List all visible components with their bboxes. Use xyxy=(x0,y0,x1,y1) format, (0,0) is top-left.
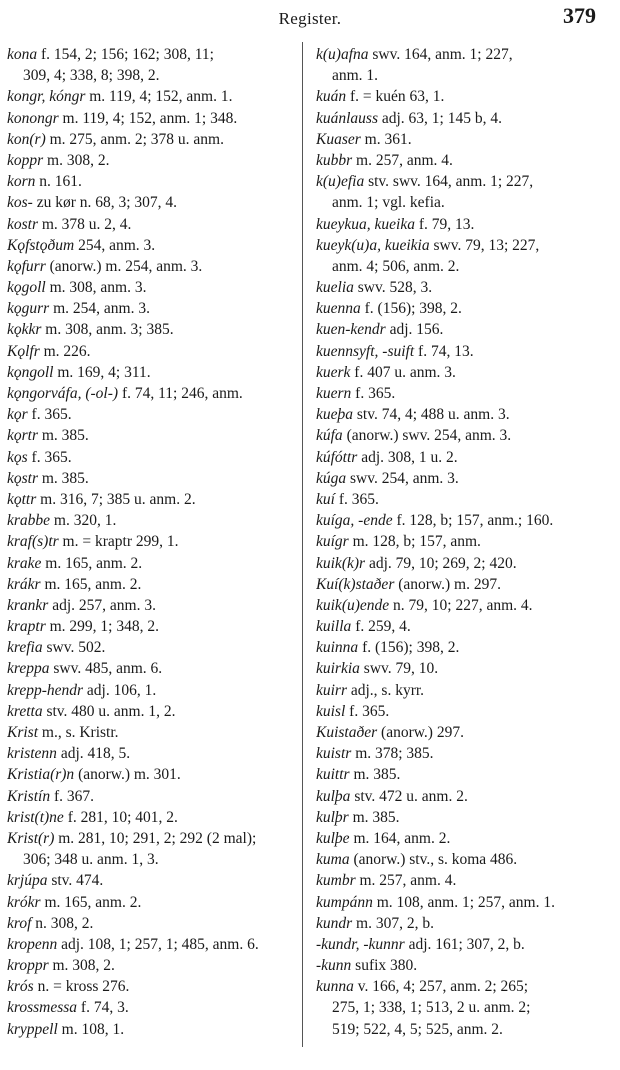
entry-references: swv. 79, 13; 227, xyxy=(429,236,540,254)
entry-references: n. 308, 2. xyxy=(31,914,94,932)
index-entry xyxy=(7,807,295,828)
index-entry xyxy=(7,44,295,65)
entry-headword: kuerk xyxy=(316,363,351,381)
entry-headword: kǫfurr xyxy=(7,257,46,275)
entry-references: (anorw.) m. 254, anm. 3. xyxy=(45,257,203,275)
index-entry xyxy=(316,849,606,870)
entry-headword: kuirr xyxy=(316,681,347,699)
entry-references: 519; 522, 4, 5; 525, anm. 2. xyxy=(332,1020,503,1038)
index-entry xyxy=(7,256,295,277)
index-entry xyxy=(7,108,295,129)
index-entry xyxy=(7,489,295,510)
index-entry xyxy=(7,595,295,616)
entry-headword: krákr xyxy=(7,575,41,593)
index-entry xyxy=(7,637,295,658)
entry-references: adj. 257, anm. 3. xyxy=(48,596,156,614)
index-entry xyxy=(7,362,295,383)
entry-references: f. 154, 2; 156; 162; 308, 11; xyxy=(37,46,214,63)
entry-headword: kraptr xyxy=(7,618,46,636)
entry-headword: krake xyxy=(7,554,42,572)
entry-references: stv. 472 u. anm. 2. xyxy=(350,787,468,805)
index-entry-continuation xyxy=(316,256,606,277)
index-entry xyxy=(316,489,606,510)
entry-references: (anorw.) stv., s. koma 486. xyxy=(349,851,518,869)
entry-references: m. 385. xyxy=(348,808,400,826)
entry-references: stv. 474. xyxy=(47,872,104,890)
index-entry xyxy=(7,298,295,319)
entry-headword: krepp-hendr xyxy=(7,681,84,699)
entry-headword: kulþe xyxy=(316,829,350,847)
entry-references: n. = kross 276. xyxy=(33,978,130,996)
index-entry xyxy=(7,955,295,976)
index-entry xyxy=(7,192,295,213)
entry-references: zu kør n. 68, 3; 307, 4. xyxy=(32,194,178,212)
entry-headword: krossmessa xyxy=(7,999,78,1017)
entry-references: m. 281, 10; 291, 2; 292 (2 mal); xyxy=(54,829,257,847)
entry-headword: -kunn xyxy=(316,957,352,975)
entry-references: m. 299, 1; 348, 2. xyxy=(45,618,159,636)
index-entry xyxy=(316,383,606,404)
index-entry xyxy=(7,616,295,637)
entry-references: m. 164, anm. 2. xyxy=(349,829,451,847)
entry-headword: koppr xyxy=(7,151,44,169)
index-entry xyxy=(7,150,295,171)
entry-headword: Kuaser xyxy=(316,130,361,148)
entry-headword: kueykua, kueika xyxy=(316,215,415,233)
entry-references: m. 385. xyxy=(349,766,401,784)
index-entry xyxy=(316,214,606,235)
index-entry xyxy=(316,298,606,319)
entry-headword: kraf(s)tr xyxy=(7,533,59,551)
index-entry xyxy=(316,870,606,891)
index-entry xyxy=(316,807,606,828)
entry-headword: kúfa xyxy=(316,427,343,445)
entry-headword: krefia xyxy=(7,639,43,657)
entry-references: f. (156); 398, 2. xyxy=(360,300,462,318)
entry-headword: krankr xyxy=(7,596,49,614)
index-entry xyxy=(7,892,295,913)
entry-headword: kongr, kóngr xyxy=(7,88,86,106)
index-entry xyxy=(316,404,606,425)
entry-headword: kuinna xyxy=(316,639,359,657)
entry-references: adj. 63, 1; 145 b, 4. xyxy=(378,109,502,127)
entry-references: (anorw.) swv. 254, anm. 3. xyxy=(342,427,512,445)
index-entry xyxy=(316,531,606,552)
entry-headword: kretta xyxy=(7,702,43,720)
entry-references: adj. 79, 10; 269, 2; 420. xyxy=(365,554,517,572)
index-entry xyxy=(7,341,295,362)
entry-headword: kuirkia xyxy=(316,660,360,678)
index-entry xyxy=(7,574,295,595)
entry-references: n. 79, 10; 227, anm. 4. xyxy=(389,596,533,614)
entry-headword: kǫngoll xyxy=(7,363,54,381)
entry-references: n. 161. xyxy=(35,173,82,191)
entry-headword: kǫgoll xyxy=(7,279,46,297)
index-entry xyxy=(316,722,606,743)
entry-headword: kuma xyxy=(316,851,350,869)
index-entry xyxy=(316,828,606,849)
index-entry xyxy=(316,764,606,785)
entry-headword: kuán xyxy=(316,88,347,106)
index-entry xyxy=(7,531,295,552)
entry-headword: kuisl xyxy=(316,702,346,720)
entry-references: f. 365. xyxy=(345,702,390,720)
entry-headword: krókr xyxy=(7,893,41,911)
page-header xyxy=(0,0,620,40)
entry-references: m. 320, 1. xyxy=(50,512,117,530)
entry-headword: kropenn xyxy=(7,935,58,953)
entry-headword: kuittr xyxy=(316,766,350,784)
index-entry xyxy=(316,934,606,955)
entry-headword: kuenna xyxy=(316,300,361,318)
entry-references: adj. 161; 307, 2, b. xyxy=(404,935,525,953)
entry-headword: kubbr xyxy=(316,151,353,169)
entry-references: stv. swv. 164, anm. 1; 227, xyxy=(364,173,534,191)
index-entry xyxy=(7,277,295,298)
index-entry xyxy=(316,362,606,383)
entry-headword: kuí xyxy=(316,490,335,508)
entry-headword: kueyk(u)a, kueikia xyxy=(316,236,430,254)
entry-headword: kristenn xyxy=(7,745,57,763)
entry-headword: kulþa xyxy=(316,787,351,805)
index-entry xyxy=(316,341,606,362)
entry-references: f. 259, 4. xyxy=(351,618,411,636)
entry-references: m. 275, anm. 2; 378 u. anm. xyxy=(45,130,224,148)
entry-references: m. 378 u. 2, 4. xyxy=(38,215,132,233)
index-entry xyxy=(316,108,606,129)
index-entry xyxy=(7,425,295,446)
column-divider xyxy=(302,42,303,1047)
entry-references: f. 365. xyxy=(27,448,72,466)
entry-headword: konongr xyxy=(7,109,59,127)
entry-headword: kumpánn xyxy=(316,893,373,911)
entry-references: m. 108, anm. 1; 257, anm. 1. xyxy=(372,893,555,911)
index-entry-continuation xyxy=(7,849,295,870)
entry-references: m. 128, b; 157, anm. xyxy=(348,533,481,551)
entry-references: sufix 380. xyxy=(351,957,418,975)
entry-references: f. 407 u. anm. 3. xyxy=(350,363,456,381)
entry-references: m. 308, anm. 3; 385. xyxy=(41,321,174,339)
entry-headword: kúfóttr xyxy=(316,448,358,466)
index-entry xyxy=(7,319,295,340)
entry-references: m. 308, 2. xyxy=(48,957,115,975)
index-entry-continuation xyxy=(316,997,606,1018)
entry-headword: kuern xyxy=(316,385,352,402)
index-entry xyxy=(7,743,295,764)
entry-headword: kúga xyxy=(316,469,347,487)
index-entry xyxy=(316,468,606,489)
entry-references: f. 74, 3. xyxy=(77,999,129,1017)
entry-headword: Kǫfstǫðum xyxy=(7,236,75,254)
index-entry xyxy=(316,447,606,468)
index-entry xyxy=(7,701,295,722)
entry-headword: kuennsyft, -suift xyxy=(316,342,415,360)
entry-references: m. = kraptr 299, 1. xyxy=(58,533,179,551)
entry-headword: kuistr xyxy=(316,745,352,763)
entry-headword: Krist(r) xyxy=(7,829,55,847)
entry-headword: kuánlauss xyxy=(316,109,378,127)
entry-references: adj. 418, 5. xyxy=(56,745,131,763)
entry-references: m. 307, 2, b. xyxy=(352,914,434,932)
index-entry xyxy=(7,913,295,934)
entry-headword: Kuistaðer xyxy=(316,724,378,741)
entry-references: v. 166, 4; 257, anm. 2; 265; xyxy=(353,978,529,996)
entry-references: m. 361. xyxy=(360,130,412,148)
entry-headword: kos- xyxy=(7,194,33,212)
index-entry xyxy=(316,425,606,446)
index-entry xyxy=(7,510,295,531)
entry-headword: kueþa xyxy=(316,406,354,424)
entry-headword: k(u)afna xyxy=(316,46,369,63)
entry-references: swv. 502. xyxy=(42,639,106,657)
entry-references: swv. 485, anm. 6. xyxy=(49,660,163,678)
entry-references: m. 254, anm. 3. xyxy=(49,300,150,318)
entry-headword: krós xyxy=(7,978,34,996)
index-entry xyxy=(316,86,606,107)
entry-headword: kǫs xyxy=(7,448,28,466)
entry-references: m. 119, 4; 152, anm. 1; 348. xyxy=(58,109,238,127)
index-entry xyxy=(7,129,295,150)
entry-references: swv. 79, 10. xyxy=(359,660,439,678)
entry-headword: krist(t)ne xyxy=(7,808,64,826)
entry-headword: kundr xyxy=(316,914,353,932)
index-entry xyxy=(7,870,295,891)
index-entry xyxy=(7,934,295,955)
entry-references: 309, 4; 338, 8; 398, 2. xyxy=(23,67,160,85)
index-entry xyxy=(7,658,295,679)
entry-headword: kuíga, -ende xyxy=(316,512,393,530)
entry-headword: k(u)efia xyxy=(316,173,365,191)
index-entry xyxy=(316,129,606,150)
index-entry xyxy=(316,892,606,913)
index-entry xyxy=(7,383,295,404)
entry-references: stv. 74, 4; 488 u. anm. 3. xyxy=(353,406,510,424)
entry-headword: kroppr xyxy=(7,957,49,975)
index-entry xyxy=(316,150,606,171)
entry-headword: kostr xyxy=(7,215,38,233)
index-entry xyxy=(316,680,606,701)
entry-headword: kǫr xyxy=(7,406,28,424)
entry-references: 275, 1; 338, 1; 513, 2 u. anm. 2; xyxy=(332,999,531,1017)
index-entry xyxy=(316,319,606,340)
entry-references: f. 367. xyxy=(50,787,94,805)
entry-headword: Kristín xyxy=(7,787,51,805)
index-entry-continuation xyxy=(316,192,606,213)
entry-headword: kǫstr xyxy=(7,469,38,487)
entry-headword: kuilla xyxy=(316,618,352,636)
index-entry xyxy=(7,722,295,743)
entry-references: m. 226. xyxy=(39,342,91,360)
index-entry xyxy=(316,955,606,976)
entry-headword: -kundr, -kunnr xyxy=(316,935,405,953)
entry-references: m. 119, 4; 152, anm. 1. xyxy=(85,88,233,106)
entry-references: m. 169, 4; 311. xyxy=(53,363,151,381)
index-entry-continuation xyxy=(316,65,606,86)
entry-references: f. 365. xyxy=(27,406,72,424)
entry-headword: kunna xyxy=(316,978,354,996)
index-entry xyxy=(7,997,295,1018)
entry-references: stv. 480 u. anm. 1, 2. xyxy=(42,702,176,720)
entry-references: anm. 4; 506, anm. 2. xyxy=(332,257,460,275)
entry-references: f. 128, b; 157, anm.; 160. xyxy=(392,512,554,530)
entry-headword: kǫgurr xyxy=(7,300,50,318)
entry-headword: krjúpa xyxy=(7,872,48,890)
entry-references: (anorw.) m. 297. xyxy=(394,575,501,593)
index-entry xyxy=(316,658,606,679)
entry-references: f. 74, 11; 246, anm. xyxy=(118,385,243,402)
entry-references: f. 281, 10; 401, 2. xyxy=(63,808,178,826)
page-number: 379 xyxy=(563,3,596,28)
entry-headword: kuik(u)ende xyxy=(316,596,390,614)
entry-references: m. 165, anm. 2. xyxy=(40,575,142,593)
entry-references: m. 308, anm. 3. xyxy=(45,279,147,297)
entry-references: f. (156); 398, 2. xyxy=(358,639,460,657)
entry-headword: Krist xyxy=(7,724,39,741)
index-entry xyxy=(316,743,606,764)
entry-references: anm. 1; vgl. kefia. xyxy=(332,194,445,212)
index-entry xyxy=(7,214,295,235)
entry-references: adj. 156. xyxy=(385,321,444,339)
entry-references: f. = kuén 63, 1. xyxy=(346,88,445,106)
index-entry xyxy=(7,171,295,192)
index-entry xyxy=(7,764,295,785)
entry-references: swv. 164, anm. 1; 227, xyxy=(368,46,513,63)
entry-references: f. 74, 13. xyxy=(414,342,474,360)
entry-references: m. 165, anm. 2. xyxy=(40,893,142,911)
index-entry xyxy=(316,616,606,637)
entry-headword: kǫkkr xyxy=(7,321,42,339)
entry-references: m. 316, 7; 385 u. anm. 2. xyxy=(36,490,196,508)
entry-references: m. 378; 385. xyxy=(351,745,434,763)
index-entry xyxy=(316,277,606,298)
entry-headword: kona xyxy=(7,46,38,63)
entry-headword: kǫngorváfa, (-ol-) xyxy=(7,385,119,402)
entry-headword: kryppell xyxy=(7,1020,58,1038)
entry-references: m., s. Kristr. xyxy=(38,724,119,741)
entry-headword: Kuí(k)staðer xyxy=(316,575,395,593)
entry-headword: kon(r) xyxy=(7,130,46,148)
index-entry xyxy=(7,828,295,849)
index-entry xyxy=(316,913,606,934)
entry-headword: kumbr xyxy=(316,872,356,890)
index-entry xyxy=(316,44,606,65)
index-entry xyxy=(7,680,295,701)
entry-references: m. 257, anm. 4. xyxy=(352,151,453,169)
entry-headword: Kǫlfr xyxy=(7,342,40,360)
index-entry xyxy=(7,447,295,468)
index-entry xyxy=(7,553,295,574)
entry-references: (anorw.) m. 301. xyxy=(74,766,181,784)
index-entry xyxy=(316,701,606,722)
entry-references: anm. 1. xyxy=(332,67,379,85)
index-entry xyxy=(7,86,295,107)
entry-references: f. 365. xyxy=(334,490,379,508)
index-entry-continuation xyxy=(316,1019,606,1040)
index-entry xyxy=(7,976,295,997)
index-entry xyxy=(316,637,606,658)
entry-references: swv. 528, 3. xyxy=(353,279,433,297)
entry-references: f. 365. xyxy=(351,385,396,402)
entry-references: adj. 308, 1 u. 2. xyxy=(357,448,458,466)
index-entry xyxy=(316,553,606,574)
index-entry xyxy=(316,235,606,256)
entry-headword: kǫrtr xyxy=(7,427,38,445)
entry-references: m. 308, 2. xyxy=(43,151,110,169)
entry-headword: kuígr xyxy=(316,533,349,551)
index-entry xyxy=(7,468,295,489)
entry-references: adj. 106, 1. xyxy=(83,681,157,699)
entry-references: m. 385. xyxy=(38,469,89,487)
index-entry xyxy=(7,404,295,425)
index-entry-continuation xyxy=(7,65,295,86)
entry-references: m. 165, anm. 2. xyxy=(41,554,143,572)
index-entry xyxy=(7,786,295,807)
index-entry xyxy=(316,171,606,192)
entry-headword: kuelia xyxy=(316,279,354,297)
entry-references: f. 79, 13. xyxy=(414,215,475,233)
entry-headword: korn xyxy=(7,173,36,191)
index-entry xyxy=(316,595,606,616)
entry-references: m. 385. xyxy=(38,427,89,445)
page-title: Register. xyxy=(278,9,342,28)
entry-references: adj. 108, 1; 257, 1; 485, anm. 6. xyxy=(57,935,259,953)
entry-headword: kuik(k)r xyxy=(316,554,366,572)
entry-headword: kǫttr xyxy=(7,490,37,508)
index-entry xyxy=(316,510,606,531)
index-entry xyxy=(316,976,606,997)
right-column xyxy=(316,44,606,1040)
entry-headword: krof xyxy=(7,914,32,932)
entry-references: (anorw.) 297. xyxy=(377,724,464,741)
index-entry xyxy=(316,786,606,807)
index-entry xyxy=(316,574,606,595)
entry-references: swv. 254, anm. 3. xyxy=(346,469,459,487)
entry-references: m. 257, anm. 4. xyxy=(355,872,457,890)
index-entry xyxy=(7,1019,295,1040)
entry-headword: kulþr xyxy=(316,808,349,826)
entry-references: 306; 348 u. anm. 1, 3. xyxy=(23,851,159,869)
entry-headword: kreppa xyxy=(7,660,50,678)
entry-headword: Kristia(r)n xyxy=(7,766,75,784)
index-entry xyxy=(7,235,295,256)
entry-references: adj., s. kyrr. xyxy=(347,681,425,699)
entry-references: m. 108, 1. xyxy=(57,1020,125,1038)
entry-references: 254, anm. 3. xyxy=(74,236,156,254)
entry-headword: kuen-kendr xyxy=(316,321,386,339)
left-column xyxy=(7,44,295,1040)
entry-headword: krabbe xyxy=(7,512,51,530)
